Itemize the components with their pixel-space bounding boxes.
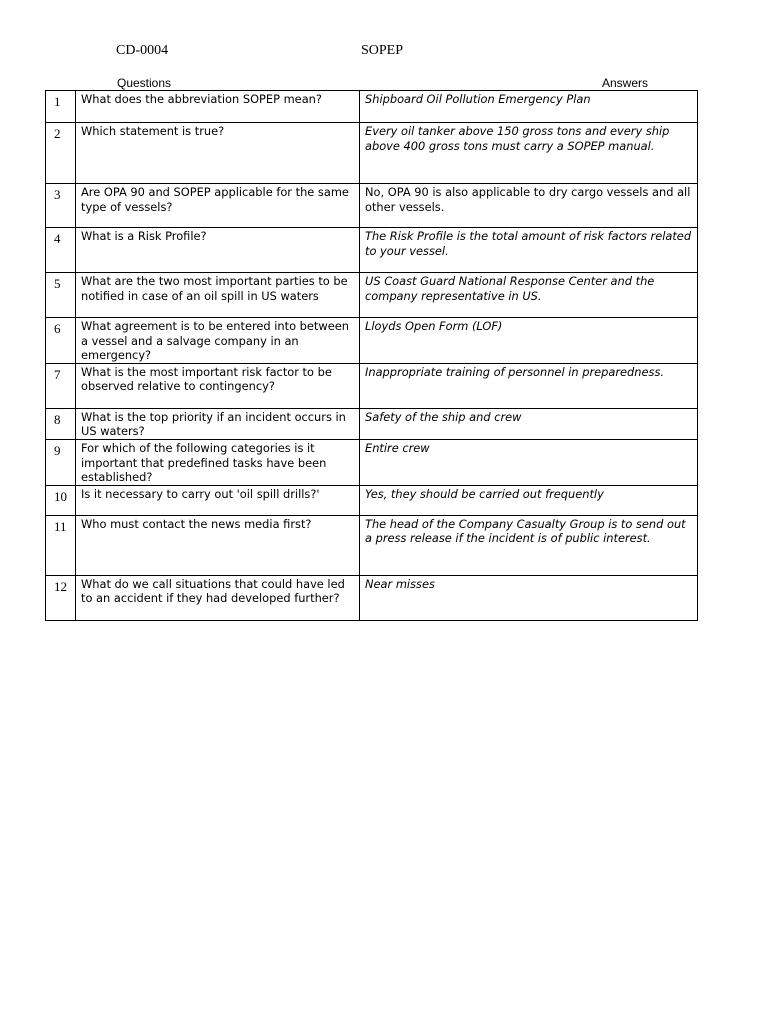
table-row bbox=[46, 184, 698, 228]
question-cell: Are OPA 90 and SOPEP applicable for the same type of vessels? bbox=[76, 184, 360, 228]
row-number: 3 bbox=[46, 184, 76, 228]
answer-cell: Yes, they should be carried out frequently bbox=[360, 485, 698, 515]
row-number: 9 bbox=[46, 439, 76, 485]
table-row bbox=[46, 91, 698, 123]
question-cell: What does the abbreviation SOPEP mean? bbox=[76, 91, 360, 123]
question-cell: Which statement is true? bbox=[76, 123, 360, 184]
question-cell: Who must contact the news media first? bbox=[76, 515, 360, 575]
answer-cell: Near misses bbox=[360, 575, 698, 620]
question-cell: What agreement is to be entered into between a vessel and a salvage company in an emergency? bbox=[76, 318, 360, 364]
answer-cell: Every oil tanker above 150 gross tons and every ship above 400 gross tons must carry a SOPEP manual. bbox=[360, 123, 698, 184]
table-row bbox=[46, 273, 698, 318]
question-cell: What are the two most important parties to be notified in case of an oil spill in US waters bbox=[76, 273, 360, 318]
row-number: 10 bbox=[46, 485, 76, 515]
question-cell: What is a Risk Profile? bbox=[76, 228, 360, 273]
row-number: 7 bbox=[46, 363, 76, 408]
answers-column-heading: Answers bbox=[602, 76, 649, 90]
answer-cell: Shipboard Oil Pollution Emergency Plan bbox=[360, 91, 698, 123]
question-cell: What is the top priority if an incident occurs in US waters? bbox=[76, 408, 360, 439]
question-cell: What do we call situations that could have led to an accident if they had developed further? bbox=[76, 575, 360, 620]
row-number: 2 bbox=[46, 123, 76, 184]
row-number: 8 bbox=[46, 408, 76, 439]
table-row bbox=[46, 318, 698, 364]
answer-cell: Safety of the ship and crew bbox=[360, 408, 698, 439]
document-title: SOPEP bbox=[361, 43, 404, 58]
table-row bbox=[46, 485, 698, 515]
answer-cell: Entire crew bbox=[360, 439, 698, 485]
table-row bbox=[46, 363, 698, 408]
table-row bbox=[46, 228, 698, 273]
row-number: 12 bbox=[46, 575, 76, 620]
row-number: 4 bbox=[46, 228, 76, 273]
row-number: 6 bbox=[46, 318, 76, 364]
answer-cell: The Risk Profile is the total amount of risk factors related to your vessel. bbox=[360, 228, 698, 273]
document-code: CD-0004 bbox=[116, 43, 169, 58]
row-number: 11 bbox=[46, 515, 76, 575]
answer-cell: No, OPA 90 is also applicable to dry cargo vessels and all other vessels. bbox=[360, 184, 698, 228]
table-row bbox=[46, 408, 698, 439]
question-cell: Is it necessary to carry out 'oil spill drills?' bbox=[76, 485, 360, 515]
row-number: 5 bbox=[46, 273, 76, 318]
table-row bbox=[46, 439, 698, 485]
table-row bbox=[46, 123, 698, 184]
question-cell: For which of the following categories is it important that predefined tasks have been established? bbox=[76, 439, 360, 485]
answer-cell: US Coast Guard National Response Center and the company representative in US. bbox=[360, 273, 698, 318]
table-row bbox=[46, 575, 698, 620]
answer-cell: The head of the Company Casualty Group is to send out a press release if the incident is of public interest. bbox=[360, 515, 698, 575]
question-cell: What is the most important risk factor to be observed relative to contingency? bbox=[76, 363, 360, 408]
qa-table bbox=[45, 90, 698, 621]
answer-cell: Lloyds Open Form (LOF) bbox=[360, 318, 698, 364]
row-number: 1 bbox=[46, 91, 76, 123]
table-row bbox=[46, 515, 698, 575]
answer-cell: Inappropriate training of personnel in preparedness. bbox=[360, 363, 698, 408]
questions-column-heading: Questions bbox=[117, 76, 172, 90]
